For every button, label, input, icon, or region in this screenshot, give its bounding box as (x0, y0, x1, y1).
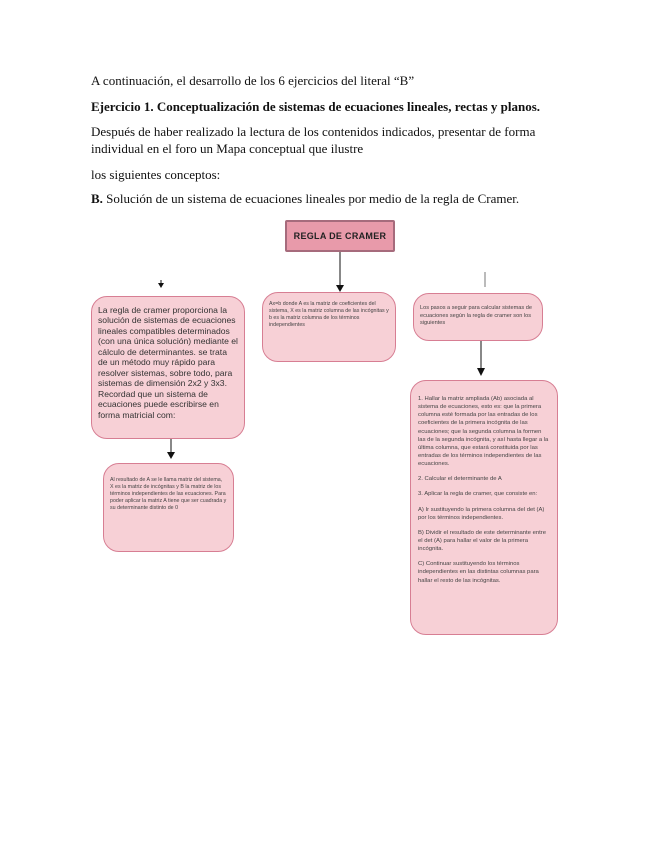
arrowhead-top-left (158, 283, 164, 288)
instructions-paragraph: Después de haber realizado la lectura de los contenidos indicados, presentar de forma individual en el foro un Mapa conceptual que ilustre (91, 124, 536, 156)
intro-line: A continuación, el desarrollo de los 6 ejercicios del literal “B” (91, 73, 415, 88)
arrowhead-definition-to-matrix (167, 452, 175, 459)
arrowhead-steps-intro-to-steps (477, 368, 485, 376)
item-b (91, 191, 519, 208)
matrix-form-box: Ax=b donde A es la matriz de coeficientes del sistema, X es la matriz columna de las incógnitas y b es la matriz columna de los términos independientes (262, 292, 396, 362)
matrix-note-box: Al resultado de A se le llama matriz del sistema, X es la matriz de incógnitas y B la matriz de los términos independientes de las ecuaciones. Para poder aplicar la matriz A tiene que ser cuadrada y su determinante distinto de 0 (103, 463, 234, 552)
step-item: A) Ir sustituyendo la primera columna del det (A) por los términos independientes. (418, 506, 545, 521)
step-item: 3. Aplicar la regla de cramer, que consiste en: (418, 491, 538, 498)
exercise-title: Ejercicio 1. Conceptualización de sistemas de ecuaciones lineales, rectas y planos. (91, 99, 541, 114)
step-item: 1. Hallar la matriz ampliada (Ab) asociada al sistema de ecuaciones, esto es: que la primera columna esté formada por las entradas de los coeficientes de la primera incógnita de las ecuaciones; que la segunda columna la formen las de la segunda incógnita, y así hasta llegar a la última columna, que estará constituida por las entradas de los términos independientes de las ecuaciones. (418, 396, 549, 468)
step-item: B) Dividir el resultado de este determinante entre el det (A) para hallar el valor de la primera incógnita. (418, 529, 547, 553)
step-item: C) Continuar sustituyendo los términos independientes en las distintas columnas para hallar el resto de las incógnitas. (418, 561, 539, 584)
item-b-label: B. (91, 191, 103, 206)
steps-box (410, 380, 558, 635)
concept-map-title: REGLA DE CRAMER (285, 220, 395, 252)
arrowhead-title-to-definition (336, 285, 344, 292)
definition-box: La regla de cramer proporciona la solución de sistemas de ecuaciones lineales compatibles determinados (con una única solución) mediante el cálculo de determinantes. se trata de un método muy rápido para resolver sistemas, sobre todo, para sistemas de dimensión 2x2 y 3x3. Recordad que un sistema de ecuaciones puede escribirse en forma matricial com: (91, 296, 245, 439)
item-b-text: Solución de un sistema de ecuaciones lineales por medio de la regla de Cramer. (106, 191, 520, 206)
concepts-line: los siguientes conceptos: (91, 167, 221, 182)
steps-intro-box: Los pasos a seguir para calcular sistemas de ecuaciones según la regla de cramer son los siguientes (413, 293, 543, 341)
step-item: 2. Calcular el determinante de A (418, 476, 502, 483)
